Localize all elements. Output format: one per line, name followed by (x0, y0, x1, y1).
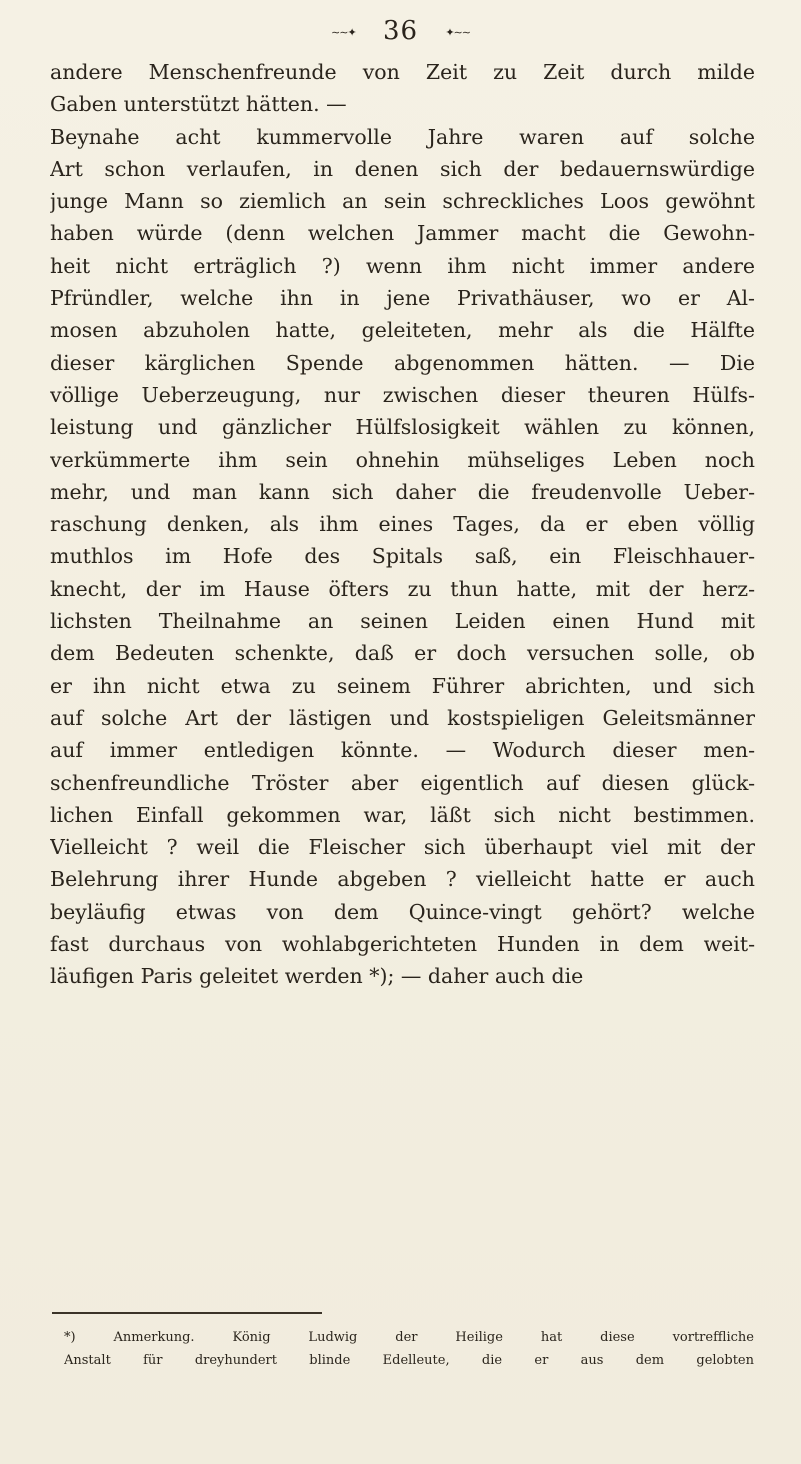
text-line: läufigen Paris geleitet werden *); — daher auch die (50, 964, 584, 989)
text-line: beyläufig etwas von dem Quince-vingt gehört? welche (50, 899, 755, 924)
text-line: knecht, der im Hause öfters zu thun hatte, mit der herz- (50, 576, 755, 601)
text-line: lichsten Theilnahme an seinen Leiden einen Hund mit (50, 609, 755, 634)
text-line: auf immer entledigen könnte. — Wodurch dieser men- (50, 738, 755, 763)
text-line: andere Menschenfreunde von Zeit zu Zeit durch milde (50, 60, 755, 84)
text-line: lichen Einfall gekommen war, läßt sich nicht bestimmen. (50, 802, 755, 827)
text-line: Gaben unterstützt hätten. — (50, 92, 347, 117)
text-line: völlige Ueberzeugung, nur zwischen dieser theuren Hülfs- (50, 382, 755, 407)
text-line: mosen abzuholen hatte, geleiteten, mehr als die Hälfte (50, 318, 755, 343)
text-line: Beynahe acht kummervolle Jahre waren auf solche (50, 124, 755, 149)
text-line: Belehrung ihrer Hunde abgeben ? vielleicht hatte er auch (50, 867, 755, 892)
footnote-line: *) Anmerkung. König Ludwig der Heilige hat diese vortreffliche (64, 1330, 754, 1345)
text-line: junge Mann so ziemlich an sein schreckliches Loos gewöhnt (50, 189, 755, 214)
text-line: mehr, und man kann sich daher die freudenvolle Ueber- (50, 479, 755, 504)
text-line: schenfreundliche Tröster aber eigentlich auf diesen glück- (50, 770, 755, 795)
text-line: heit nicht erträglich ?) wenn ihm nicht immer andere (50, 253, 755, 278)
text-line: fast durchaus von wohlabgerichteten Hunden in dem weit- (50, 932, 755, 957)
header-ornament-left: ∼∼✦ (331, 25, 356, 39)
text-line: dem Bedeuten schenkte, daß er doch versuchen solle, ob (50, 641, 755, 666)
text-line: er ihn nicht etwa zu seinem Führer abrichten, und sich (50, 673, 755, 698)
footnote-separator (52, 1312, 322, 1314)
text-line: auf solche Art der lästigen und kostspieligen Geleitsmänner (50, 705, 755, 730)
text-line: raschung denken, als ihm eines Tages, da er eben völlig (50, 512, 755, 537)
header-ornament-right: ✦∼∼ (445, 25, 470, 39)
text-line: Art schon verlaufen, in denen sich der bedauernswürdige (50, 156, 755, 181)
text-line: verkümmerte ihm sein ohnehin mühseliges Leben noch (50, 447, 755, 472)
page-number: 36 (382, 16, 419, 46)
text-line: leistung und gänzlicher Hülfslosigkeit wählen zu können, (50, 415, 755, 440)
footnote-line: Anstalt für dreyhundert blinde Edelleute, die er aus dem gelobten (64, 1353, 754, 1368)
text-line: Vielleicht ? weil die Fleischer sich überhaupt viel mit der (50, 835, 755, 860)
footnote (64, 1326, 754, 1372)
text-line: dieser kärglichen Spende abgenommen hätten. — Die (50, 350, 755, 375)
main-text (50, 56, 755, 993)
text-line: Pfründler, welche ihn in jene Privathäuser, wo er Al- (50, 286, 755, 311)
text-line: muthlos im Hofe des Spitals saß, ein Fleischhauer- (50, 544, 755, 569)
text-line: haben würde (denn welchen Jammer macht die Gewohn- (50, 221, 755, 246)
page-header (0, 16, 801, 46)
